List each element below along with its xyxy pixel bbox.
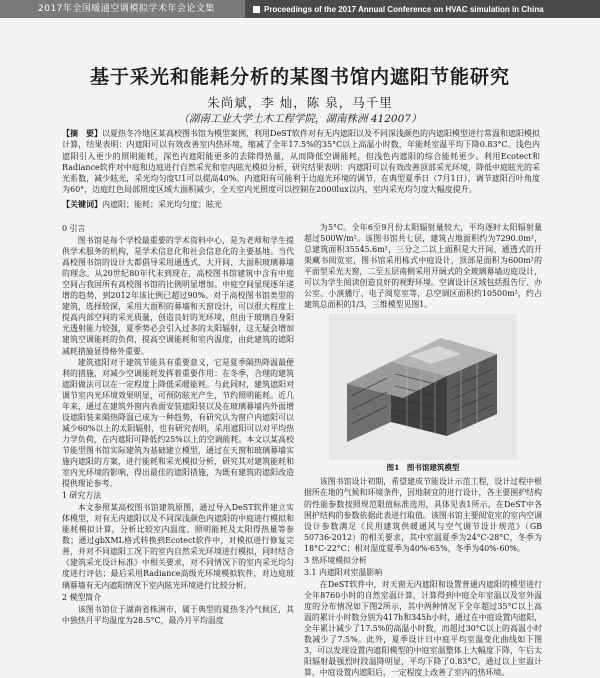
keywords-text: 内遮阳；能耗；采光均匀度；眩光 <box>102 200 222 209</box>
paper-authors: 朱尚斌，李 灿，陈 泉，马千里 <box>207 95 393 110</box>
intro-paragraph-2: 建筑遮阳对于建筑节能具有重要意义，它是夏季隔热降温最便利的措施，对减少空调能耗发挥着重要作用：在冬季，合理的建筑遮阳做法可以在一定程度上降低采暖能耗。与此同时，建筑遮阳对调节室内光环境效果明显，可预防眩光产生，节约照明能耗。近几年来，通过在建筑外窗内表面安装遮阳装以及在玻璃幕墙内外面增设遮阳装来隔热降温已成为一种趋势，有研究认为窗户内遮阳可以减少60%以上的太阳辐射，也有研究表明，采用遮阳可以对平均热力学负荷，在内遮阳可降低约25%以上的空调能耗。本文以某高校节能型图书馆实际建筑为基础建立模型，通过在天窗和玻璃幕墙实施内遮阳的方案，进行能耗和采光模拟分析，研究其对建筑能耗和室内光环境的影响，得出最佳的遮阳措施，为既有建筑的遮阳改造提供理论参考。 <box>62 357 294 489</box>
right-column <box>304 222 542 678</box>
banner-left-text: 2017年全国暖通空调模拟学术年会论文集 <box>0 0 245 18</box>
section2-heading: 2 模型简介 <box>62 592 102 602</box>
banner-english-title: Proceedings of the 2017 Annual Conference on HVAC simulation in China <box>264 4 544 14</box>
abstract <box>62 128 540 196</box>
paper-title: 基于采光和能耗分析的某图书馆内遮阳节能研究 <box>89 66 510 88</box>
section2-paragraph: 该图书馆位于湖南省株洲市，属于典型的夏热冬冷气候区，其中独热月平均温度为28.5°C，最冷月平均温度 <box>62 604 294 625</box>
section1-heading: 1 研究方法 <box>62 491 102 501</box>
model-paragraph: 为5°C。全年6至9月份太阳辐射量较大，平均逐时太阳辐射量超过500W/m²。该图书馆共七层，建筑占地面积约为7290.0m²，总建筑面积35545.6m²，三分之二以上面积是大开间、通透式的开架藏书阅览室，图书馆采用栋式中庭设计，顶部是面积为600m²的平面型采光天窗，二至五层南侧采用开阔式的全玻璃幕墙边庭设计，可以为学生阅读创造良好的视野环境。空调设计区域包括报告厅、办公室、小演播厅、电子阅览室等，总空调区面积约10500m²，约占建筑总面积的1/3，三维模型见图1。 <box>304 223 542 310</box>
section1-paragraph: 本文参照某高校图书馆建筑原图，通过导入DeST软件建立实体模型，对有无内遮阳以及不同深浅颜色内遮阳的中庭进行模拟和能耗模拟计算，分析比较室内温度、照明能耗及太阳得热量等参数；通过gbXML格式转换到Ecotect软件中，对模拟进行修复完善，并对不同遮阳工况下的室内自然采光环境进行模拟，同时结合《建筑采光设计标准》中相关要求，对不同情况下的室内采光均匀度进行评估；最后采用Radiance高级光环境模拟软件，对边庭玻璃幕墙有无内遮阳情况下室内眩光环境进行比较分析。 <box>62 503 294 590</box>
intro-paragraph-1: 图书馆是每个学校最重要的学术资料中心，是为老师和学生提供学术服务的机构，是学术信息化和社会信息化的主要基地。当代高校图书馆的设计大都倡导采用通透式、大开间、大面积玻璃幕墙的理念。从20世纪80年代末到现在，高校图书馆建筑中含有中庭空间占我国所有高校图书馆的比例明显增加。中庭空间显现逐年递增的趋势，到2012年该比例已超过90%。对于高校图书馆类型的建筑，选择较深，采用大面积的幕墙和天窗设计，可以很大程度上提高内部空间的采光质量，创造良好的光环境，但由于玻璃自身阳光透射能力较强，夏季势必会引入过多的太阳辐射，这无疑会增加建筑空调能耗的负荷，提高空调能耗和室内温度，由此建筑的遮阳减耗措施显得格外重要。 <box>62 236 294 356</box>
section3-heading: 3 热环境模拟分析 <box>304 555 367 565</box>
banner-right-text <box>245 5 544 14</box>
banner-square-icon <box>253 6 260 13</box>
left-column <box>62 222 294 626</box>
conference-banner <box>0 0 600 18</box>
keywords-label: 【关键词】 <box>62 199 102 209</box>
keywords <box>62 199 540 210</box>
building-model-figure <box>329 314 517 460</box>
abstract-text: 以夏热冬冷地区某高校图书馆为模型案例，利用DeST软件对有无内遮阳以及不同深浅颜色的内遮阳模型进行常温和遮阳模拟计算，结果表明：内遮阳可以有效改善室内热环境，缩减了全年17.5%的35°C以上高温小时数，年能耗室温平均下降0.83°C。浅色内遮阳引入更少的照明能耗，深色内遮阳能更多的去除得热量，从而降低空调能耗，但浅色内遮阳的综合能耗更少。利用Ecotect和Radiance软件对中庭和边庭进行自然采光和室内眩光模拟分析，研究结果表明：内遮阳可以有效改善顶部采光环境，降低中庭眩光的采光系数，减少眩光，采光均匀度U1可以提高40%。内遮阳有可能利于边庭光环境的调节，在典型夏季日（7月1日），调节遮阳百叶角度为60°，边庭红色局部照度区域大面积减少，全天室内光照度可以控制在2000lux以内，室内采光均匀度大幅度提升。 <box>62 129 541 195</box>
paper-affiliation: （湖南工业大学土木工程学院，湖南株洲 412007） <box>178 113 422 125</box>
section31-heading: 3.1 内遮阳对室温影响 <box>304 567 383 577</box>
intro-heading: 0 引言 <box>62 224 86 233</box>
section31-paragraph: 在DeST软件中，对天窗无内遮阳和设置普通内遮阳的模型进行全年8760小时的自然室温计算，计算得到中庭全年室温以及室外温度的分布情况如下图2所示，其中两种情况下全年超过35°C以上高温的累计小时数分别为417h和345h小时，通过在中庭设置内遮阳，全年累计减少了17.5%的高温小时数，而超过30°C以上的高温小时数减少了7.5%。此外，夏季设计日中庭平均室温变化曲线如下图3，可以发现设置内遮阳模型的中庭室温整体上大幅度下降，午后太阳辐射最强烈时段温降明显，平均下降了0.83°C。通过以上室温计算，中庭设置内遮阳后，一定程度上改善了室内的热环境。 <box>304 579 542 678</box>
design-paragraph: 该图书馆设计初期，希望建成节能设计示范工程，设计过程中根据所在地的气候和环境条件，因地制宜的进行设计，各主要围护结构的性能参数按照规范限值标准选用，具体见表1所示，在DeST中各围护结构的参数依据此表进行取值。该图书馆主要阅览室的室内空调设计参数满足《民用建筑供暖通风与空气调节设计规范》（GB 50736-2012）的相关要求，其中室温夏季为24°C-28°C，冬季为18°C-22°C；相对湿度夏季为40%-65%，冬季为40%-60%。 <box>304 477 542 553</box>
abstract-label: 【摘 要】 <box>62 128 103 138</box>
figure-caption: 图1 图书馆建筑模型 <box>386 463 460 473</box>
